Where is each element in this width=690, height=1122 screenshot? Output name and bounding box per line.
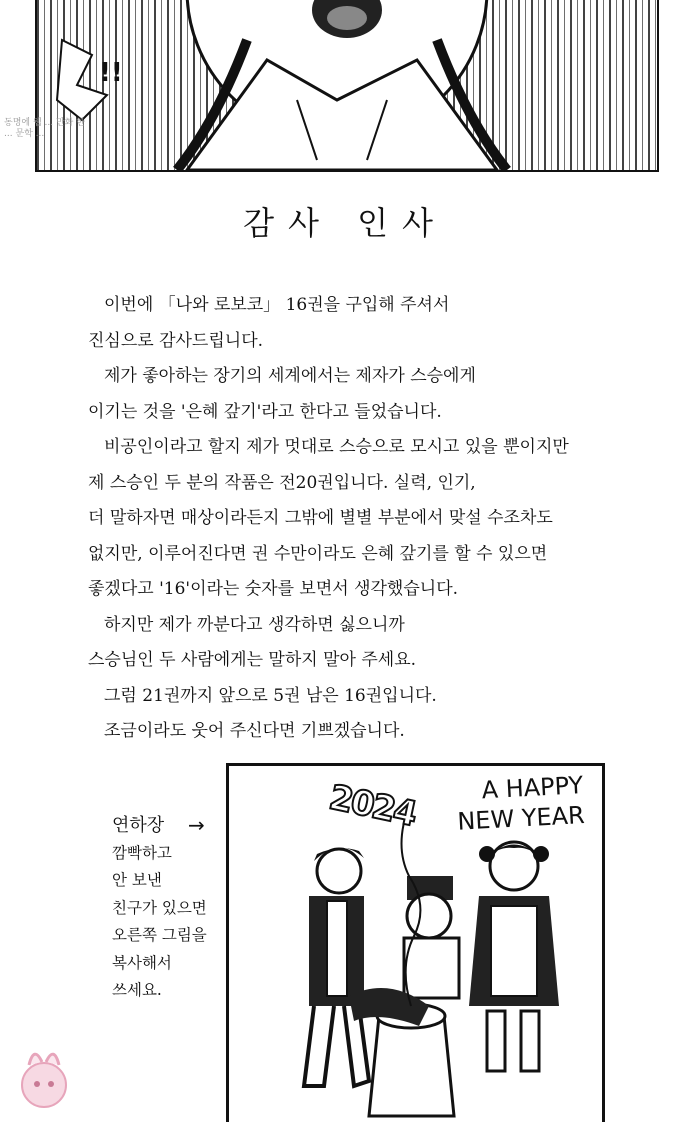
letter-line: 그럼 21권까지 앞으로 5권 남은 16권입니다. — [104, 685, 437, 706]
year-text: 2024 — [325, 777, 419, 835]
letter-line: 없지만, 이루어진다면 권 수만이라도 은혜 갚기를 할 수 있으면 — [88, 543, 548, 564]
letter-line: 조금이라도 웃어 주신다면 기쁘겠습니다. — [104, 721, 405, 741]
greeting-text — [433, 770, 586, 838]
exclamation-text: !! — [99, 58, 123, 88]
note-line: 깜빡하고 — [112, 843, 172, 862]
note-heading: 연하장 — [112, 815, 165, 836]
letter-body — [88, 288, 608, 750]
note-line: 친구가 있으면 — [112, 898, 207, 917]
letter-line: 비공인이라고 할지 제가 멋대로 스승으로 모시고 있을 뿐이지만 — [104, 437, 569, 457]
character-illustration — [37, 0, 657, 170]
manga-panel-top — [35, 0, 659, 172]
letter-line: 제가 좋아하는 장기의 세계에서는 제자가 스승에게 — [104, 366, 476, 386]
letter-line: 스승님인 두 사람에게는 말하지 말아 주세요. — [88, 650, 417, 670]
note-line: 복사해서 — [112, 953, 172, 972]
letter-line: 더 말하자면 매상이라든지 그밖에 별별 부분에서 맞설 수조차도 — [88, 508, 553, 528]
letter-line: 이번에 「나와 로보코」 16권을 구입해 주셔서 — [104, 295, 450, 315]
note-line: 쓰세요. — [112, 981, 162, 999]
watermark-text: 동명에 웹 ... 만화 한 ... 문학 ... — [4, 118, 85, 139]
page-title: 감사 인사 — [243, 204, 447, 242]
greeting-line-1: A HAPPY — [480, 771, 584, 805]
letter-line: 이기는 것을 '은혜 갚기'라고 한다고 들었습니다. — [88, 401, 442, 422]
greeting-line-2: NEW YEAR — [456, 801, 586, 836]
letter-line: 제 스승인 두 분의 작품은 전20권입니다. 실력, 인기, — [88, 472, 476, 493]
letter-line: 하지만 제가 까분다고 생각하면 싫으니까 — [104, 614, 405, 635]
new-year-card-note — [112, 812, 232, 1005]
letter-line: 진심으로 감사드립니다. — [88, 330, 264, 351]
mascot-watermark-icon — [4, 1040, 84, 1119]
note-line: 오른쪽 그림을 — [112, 926, 207, 944]
note-line: 안 보낸 — [112, 871, 162, 889]
arrow-right-icon: → — [188, 813, 205, 837]
new-year-card — [226, 763, 605, 1122]
letter-line: 좋겠다고 '16'이라는 숫자를 보면서 생각했습니다. — [88, 579, 459, 599]
